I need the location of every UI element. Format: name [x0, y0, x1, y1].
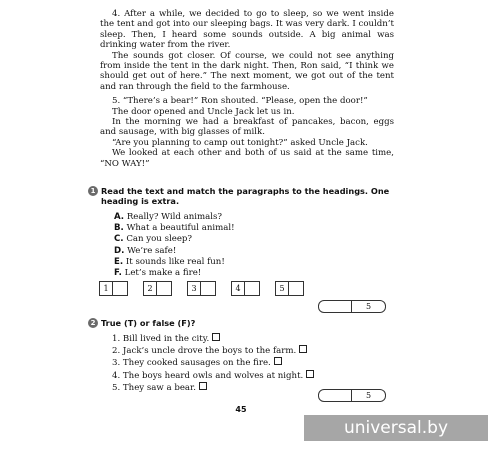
statement-text: 4. The boys heard owls and wolves at night. [112, 370, 304, 381]
option-item [114, 257, 235, 268]
answer-box-number: 4 [232, 282, 245, 295]
answer-box-blank[interactable] [245, 282, 259, 295]
story-paragraph: We looked at each other and both of us said at the same time, “NO WAY!” [100, 148, 394, 169]
option-letter: F. [114, 268, 122, 279]
story-paragraph: 4. After a while, we decided to go to sleep, so we went inside the tent and got into our sleeping bags. It was very dark. I couldn’t sleep. Then, I heard some sounds outside. A big animal was drinking water from the river. [100, 9, 394, 51]
option-letter: C. [114, 234, 124, 245]
option-letter: B. [114, 223, 124, 234]
answer-box-blank[interactable] [113, 282, 127, 295]
statement-text: 5. They saw a bear. [112, 382, 196, 393]
option-text: Really? Wild animals? [126, 212, 223, 222]
answer-box[interactable] [99, 281, 128, 296]
story-text [100, 9, 394, 169]
story-paragraph: The door opened and Uncle Jack let us in. [112, 106, 295, 117]
statement-item [112, 357, 314, 369]
story-paragraph: In the morning we had a breakfast of pancakes, bacon, eggs and sausage, with big glasses of milk. [100, 117, 394, 138]
option-letter: E. [114, 256, 124, 267]
option-item [114, 212, 235, 223]
checkbox-icon[interactable] [274, 357, 282, 365]
score-max: 5 [365, 302, 372, 311]
option-letter: D. [114, 245, 125, 256]
answer-box[interactable] [231, 281, 260, 296]
task-2-heading [88, 318, 398, 328]
true-false-list [112, 333, 314, 394]
statement-text: 3. They cooked sausages on the fire. [112, 358, 271, 369]
answer-box-number: 3 [188, 282, 201, 295]
task-1-score-box[interactable] [318, 300, 386, 313]
task-number-badge: 2 [88, 318, 98, 328]
option-item [114, 234, 235, 245]
task-1-heading [88, 186, 398, 206]
task-instruction: True (T) or false (F)? [101, 318, 196, 328]
task-2-score-box[interactable] [318, 389, 386, 402]
option-text: What a beautiful animal! [126, 223, 235, 234]
option-text: It sounds like real fun! [125, 256, 225, 267]
statement-item [112, 333, 314, 345]
score-max: 5 [365, 391, 372, 400]
answer-box-blank[interactable] [201, 282, 215, 295]
checkbox-icon[interactable] [299, 345, 307, 353]
checkbox-icon[interactable] [199, 382, 207, 390]
answer-box-number: 5 [276, 282, 289, 295]
answer-box-blank[interactable] [157, 282, 171, 295]
statement-text: 2. Jack’s uncle drove the boys to the farm. [112, 346, 297, 357]
option-item [114, 246, 235, 257]
option-text: Can you sleep? [126, 234, 193, 245]
answer-box-blank[interactable] [289, 282, 303, 295]
statement-item [112, 370, 314, 382]
option-item [114, 223, 235, 234]
checkbox-icon[interactable] [306, 370, 314, 378]
option-text: We’re safe! [127, 245, 177, 256]
task-instruction: Read the text and match the paragraphs to the headings. One heading is extra. [101, 186, 390, 206]
page-number: 45 [235, 405, 247, 414]
checkbox-icon[interactable] [212, 333, 220, 341]
story-paragraph: “Are you planning to camp out tonight?” asked Uncle Jack. [112, 137, 368, 148]
task-number-badge: 1 [88, 186, 98, 196]
watermark: universal.by [304, 415, 488, 441]
answer-box[interactable] [275, 281, 304, 296]
statement-item [112, 382, 314, 394]
story-paragraph: The sounds got closer. Of course, we could not see anything from inside the tent in the dark night. Then, Ron said, “I think we should get out of here.” The next moment, we got out of the tent and ran through the field to the farmhouse. [100, 50, 394, 92]
answer-box[interactable] [143, 281, 172, 296]
statement-item [112, 345, 314, 357]
option-text: Let’s make a fire! [124, 268, 202, 279]
option-letter: A. [114, 212, 125, 222]
answer-box-number: 1 [100, 282, 113, 295]
story-paragraph: 5. “There’s a bear!” Ron shouted. “Please, open the door!” [112, 96, 368, 107]
heading-options-list [114, 212, 235, 279]
statement-text: 1. Bill lived in the city. [112, 334, 210, 344]
answer-box-number: 2 [144, 282, 157, 295]
answer-box[interactable] [187, 281, 216, 296]
option-item [114, 268, 235, 279]
